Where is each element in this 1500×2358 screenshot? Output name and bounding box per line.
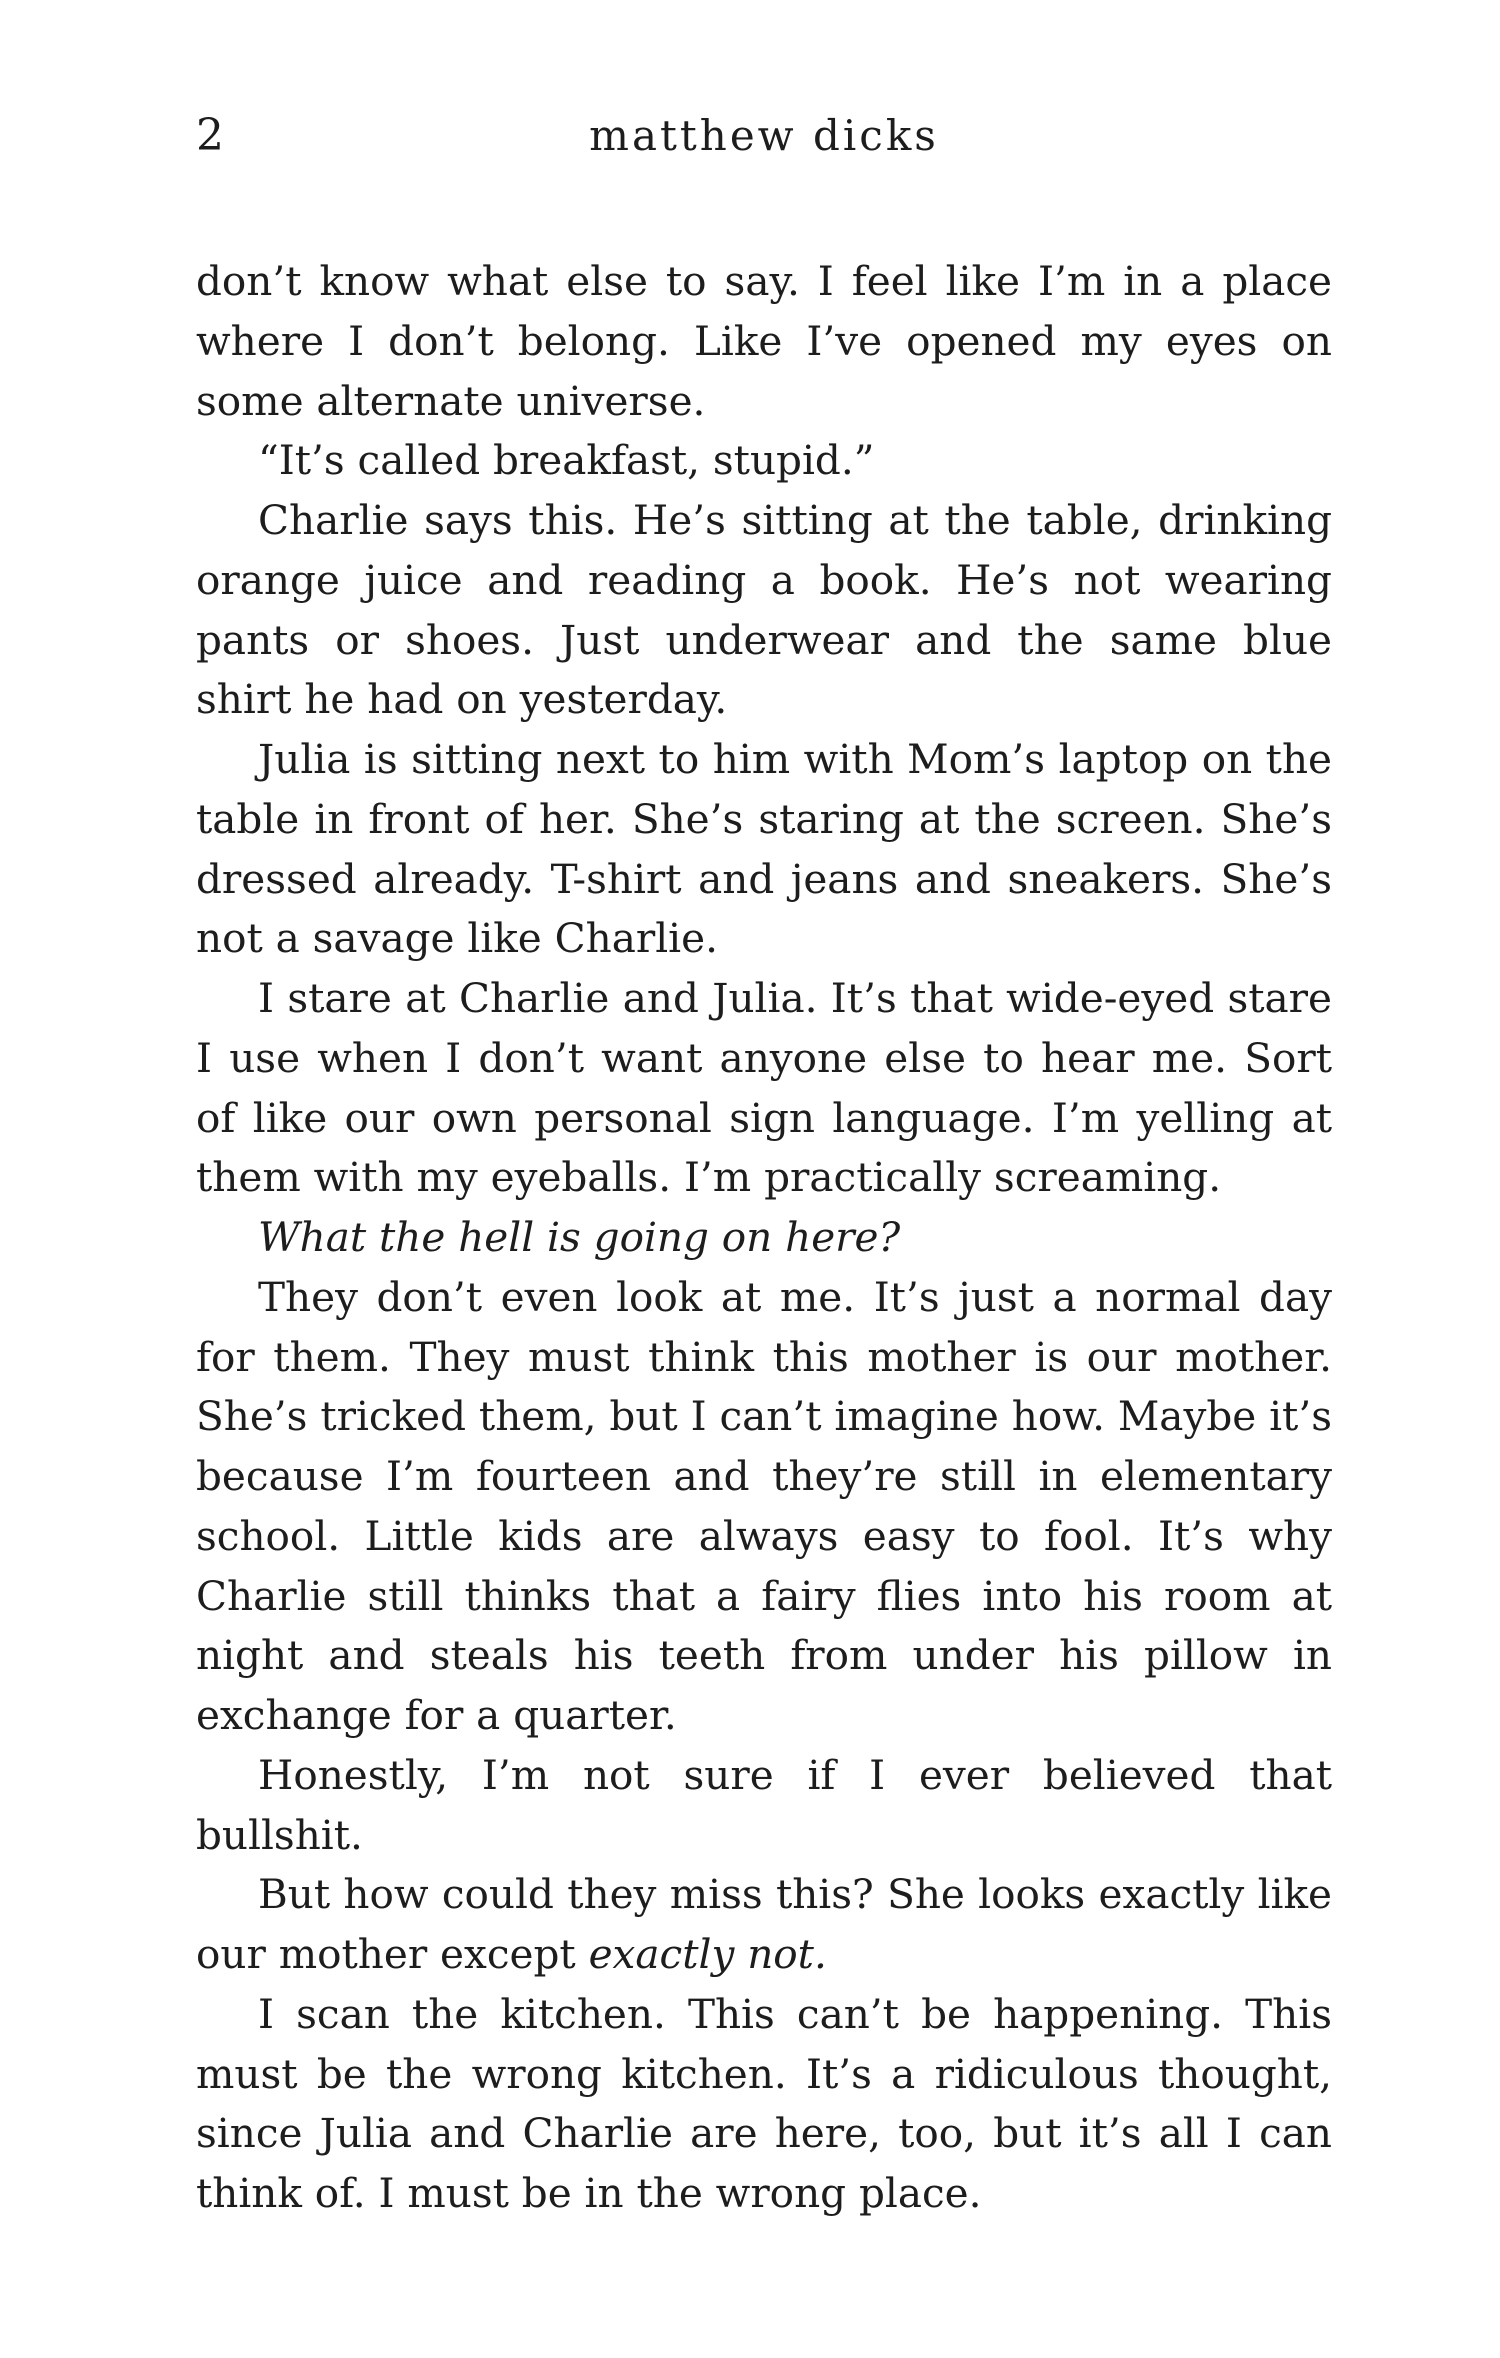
body-text — [196, 252, 1332, 2224]
text-run: Charlie says this. He’s sitting at the table, drinking orange juice and reading a book. He’s not wearing pants or shoes. Just underwear and the same blue shirt he had on yesterday. — [196, 496, 1332, 724]
running-title: matthew dicks — [589, 111, 939, 160]
text-run: Julia is sitting next to him with Mom’s laptop on the table in front of her. She’s staring at the screen. She’s dressed already. T-shirt and jeans and sneakers. She’s not a savage like Charlie. — [196, 735, 1332, 963]
paragraph — [196, 969, 1332, 1208]
italic-run: exactly not. — [588, 1930, 827, 1978]
running-head — [196, 106, 1332, 166]
paragraph — [196, 1865, 1332, 1985]
paragraph-italic-thought — [196, 1208, 1332, 1268]
paragraph — [196, 1746, 1332, 1866]
paragraph — [196, 1268, 1332, 1746]
paragraph — [196, 491, 1332, 730]
text-run: “It’s called breakfast, stupid.” — [258, 436, 875, 485]
text-run: I scan the kitchen. This can’t be happening. This must be the wrong kitchen. It’s a ridiculous thought, since Julia and Charlie are here, too, but it’s all I can think of. I must be in the wrong place. — [196, 1989, 1332, 2217]
paragraph — [196, 730, 1332, 969]
page-number: 2 — [196, 110, 225, 161]
text-run: But how could they miss this? She looks exactly like our mother except — [196, 1870, 1332, 1978]
paragraph — [196, 1985, 1332, 2224]
text-run: Honestly, I’m not sure if I ever believed that bullshit. — [196, 1750, 1332, 1859]
text-run: They don’t even look at me. It’s just a normal day for them. They must think this mother is our mother. She’s tricked them, but I can’t imagine how. Maybe it’s because I’m fourteen and they’re still in elementary school. Little kids are always easy to fool. It’s why Charlie still thinks that a fairy flies into his room at night and steals his teeth from under his pillow in exchange for a quarter. — [196, 1272, 1332, 1739]
paragraph — [196, 431, 1332, 491]
text-run: don’t know what else to say. I feel like I’m in a place where I don’t belong. Like I’ve opened my eyes on some alternate universe. — [196, 257, 1332, 425]
paragraph-continued — [196, 252, 1332, 431]
italic-run: What the hell is going on here? — [258, 1213, 901, 1261]
text-run: I stare at Charlie and Julia. It’s that wide-eyed stare I use when I don’t want anyone else to hear me. Sort of like our own personal sign language. I’m yelling at them with my eyeballs. I’m practically screaming. — [196, 974, 1332, 1202]
